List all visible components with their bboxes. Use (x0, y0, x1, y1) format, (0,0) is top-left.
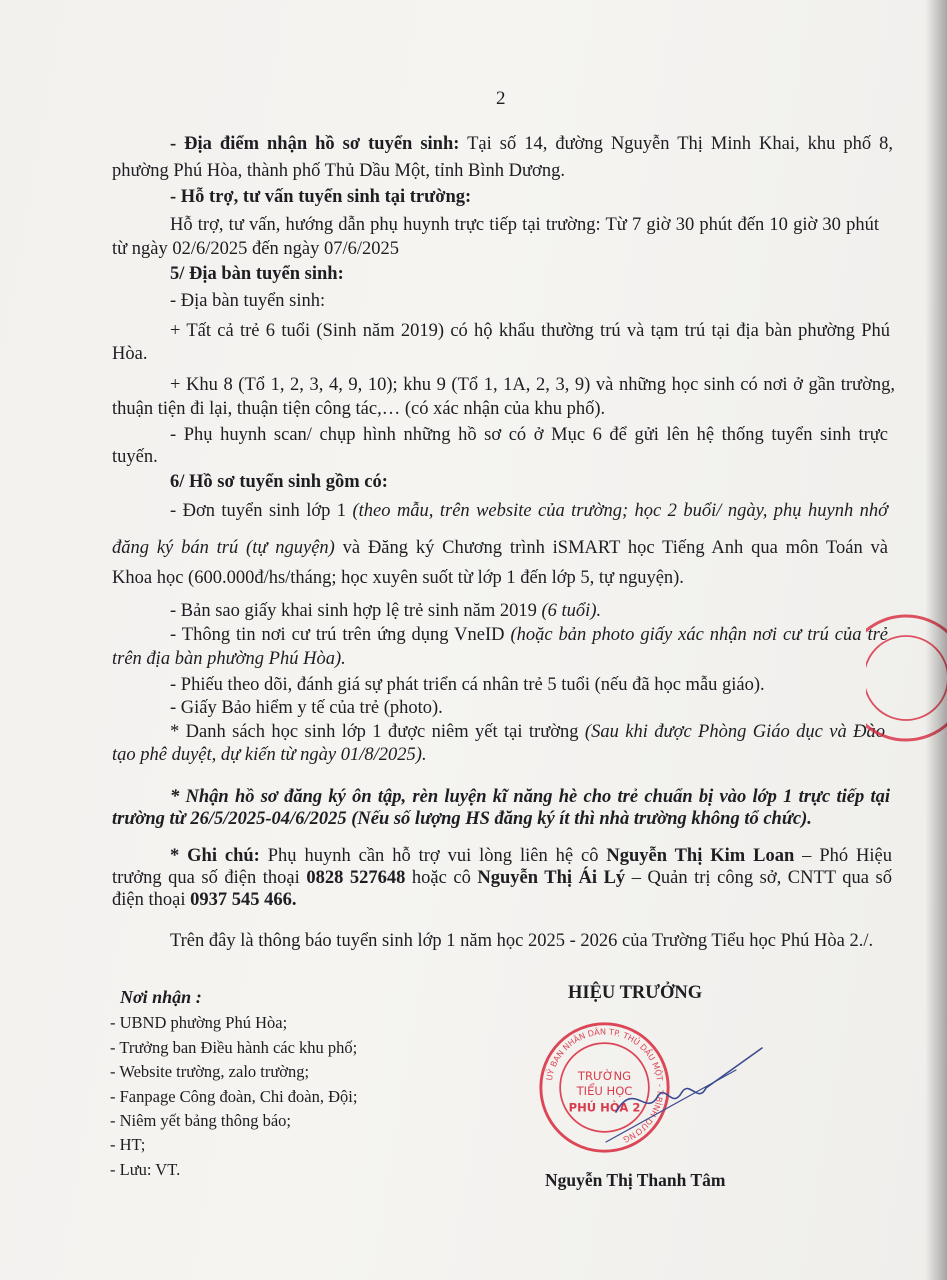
doc-item-2: - Bản sao giấy khai sinh hợp lệ trẻ sinh năm 2019 (6 tuổi). (170, 601, 602, 621)
recipient-item: - UBND phường Phú Hòa; (110, 1013, 288, 1033)
area-scan-instruction: - Phụ huynh scan/ chụp hình những hồ sơ có ở Mục 6 để gửi lên hệ thống tuyển sinh trực (170, 425, 888, 445)
doc-item-1-cont-2: Khoa học (600.000đ/hs/tháng; học xuyên suốt từ lớp 1 đến lớp 5, tự nguyện). (112, 568, 684, 588)
area-item-2-cont: thuận tiện đi lại, thuận tiện công tác,… (có xác nhận của khu phố). (112, 399, 606, 419)
seal-line-1: TRƯỜNG (577, 1068, 632, 1083)
area-item-1-cont: Hòa. (112, 344, 148, 364)
recipients-block (110, 985, 357, 1182)
doc-item-4: - Phiếu theo dõi, đánh giá sự phát triển cá nhân trẻ 5 tuổi (nếu đã học mẫu giáo). (170, 675, 765, 695)
contact-note: * Ghi chú: Phụ huynh cần hỗ trợ vui lòng liên hệ cô Nguyễn Thị Kim Loan – Phó Hiệu (170, 846, 892, 866)
recipient-item: - Fanpage Công đoàn, Chi đoàn, Đội; (110, 1086, 358, 1106)
area-item-1: + Tất cả trẻ 6 tuổi (Sinh năm 2019) có hộ khẩu thường trú và tạm trú tại địa bàn phường Phú (170, 321, 890, 341)
seal-line-3: PHÚ HÒA 2 (568, 1100, 641, 1115)
doc-item-6: * Danh sách học sinh lớp 1 được niêm yết tại trường (Sau khi được Phòng Giáo dục và Đào (170, 722, 885, 742)
location-label: - Địa điểm nhận hồ sơ tuyển sinh: (170, 134, 460, 154)
closing-statement: Trên đây là thông báo tuyển sinh lớp 1 năm học 2025 - 2026 của Trường Tiểu học Phú Hòa 2./. (170, 931, 874, 951)
doc-item-6-cont: tạo phê duyệt, dự kiến từ ngày 01/8/2025). (112, 745, 427, 765)
location-text-1: Tại số 14, đường Nguyễn Thị Minh Khai, khu phố 8, (467, 134, 893, 154)
docs-heading: 6/ Hồ sơ tuyển sinh gồm có: (170, 472, 388, 492)
location-paragraph (170, 133, 893, 155)
school-seal (537, 1020, 672, 1155)
doc-item-1: - Đơn tuyển sinh lớp 1 (theo mẫu, trên website của trường; học 2 buổi/ ngày, phụ huynh nhớ (170, 501, 888, 521)
support-text-1: Hỗ trợ, tư vấn, hướng dẫn phụ huynh trực tiếp tại trường: Từ 7 giờ 30 phút đến 10 giờ 30 phút (170, 215, 879, 235)
support-heading: - Hỗ trợ, tư vấn tuyển sinh tại trường: (170, 187, 472, 207)
area-item-2: + Khu 8 (Tổ 1, 2, 3, 4, 9, 10); khu 9 (Tổ 1, 1A, 2, 3, 9) và những học sinh có nơi ở gần trường, (170, 375, 895, 395)
principal-name: Nguyễn Thị Thanh Tâm (545, 1170, 726, 1190)
support-text-2: từ ngày 02/6/2025 đến ngày 07/6/2025 (112, 239, 399, 259)
seal-line-2: TIỂU HỌC (576, 1084, 633, 1099)
recipient-item: - Trưởng ban Điều hành các khu phố; (110, 1037, 358, 1057)
area-subheading: - Địa bàn tuyển sinh: (170, 291, 326, 311)
doc-item-3-cont: trên địa bàn phường Phú Hòa). (112, 649, 346, 669)
location-text-2: phường Phú Hòa, thành phố Thủ Dầu Một, tỉnh Bình Dương. (112, 161, 565, 181)
summer-notice: * Nhận hồ sơ đăng ký ôn tập, rèn luyện kĩ năng hè cho trẻ chuẩn bị vào lớp 1 trực tiếp tại (170, 787, 890, 807)
contact-note-cont-2: điện thoại 0937 545 466. (112, 890, 297, 910)
contact-note-cont: trưởng qua số điện thoại 0828 527648 hoặc cô Nguyễn Thị Ái Lý – Quản trị công sở, CNTT qua số (112, 868, 892, 888)
page-number: 2 (496, 88, 506, 109)
recipient-item: - HT; (110, 1135, 146, 1155)
page-edge-shadow (925, 0, 947, 1280)
principal-title: HIỆU TRƯỞNG (568, 983, 703, 1003)
doc-item-1-cont: đăng ký bán trú (tự nguyện) và Đăng ký Chương trình iSMART học Tiếng Anh qua môn Toán và (112, 538, 888, 558)
recipient-item: - Website trường, zalo trường; (110, 1062, 310, 1082)
doc-item-3: - Thông tin nơi cư trú trên ứng dụng VneID (hoặc bản photo giấy xác nhận nơi cư trú của trẻ (170, 625, 888, 645)
principal-signature (586, 1040, 766, 1150)
summer-notice-cont: trường từ 26/5/2025-04/6/2025 (Nếu số lượng HS đăng ký ít thì nhà trường không tổ chức). (112, 809, 812, 829)
area-heading: 5/ Địa bàn tuyển sinh: (170, 264, 344, 284)
svg-text:UỶ BAN NHÂN DÂN TP. THỦ DẦU MỘ (544, 1026, 666, 1145)
recipient-item: - Lưu: VT. (110, 1159, 181, 1179)
doc-item-5: - Giấy Bảo hiểm y tế của trẻ (photo). (170, 698, 443, 718)
recipients-title: Nơi nhận : (120, 987, 202, 1007)
seal-ring-text: UỶ BAN NHÂN DÂN TP. THỦ DẦU MỘT - T.BÌNH DƯƠNG (543, 1026, 666, 1145)
area-scan-cont: tuyến. (112, 447, 158, 467)
recipient-item: - Niêm yết bảng thông báo; (110, 1111, 292, 1131)
